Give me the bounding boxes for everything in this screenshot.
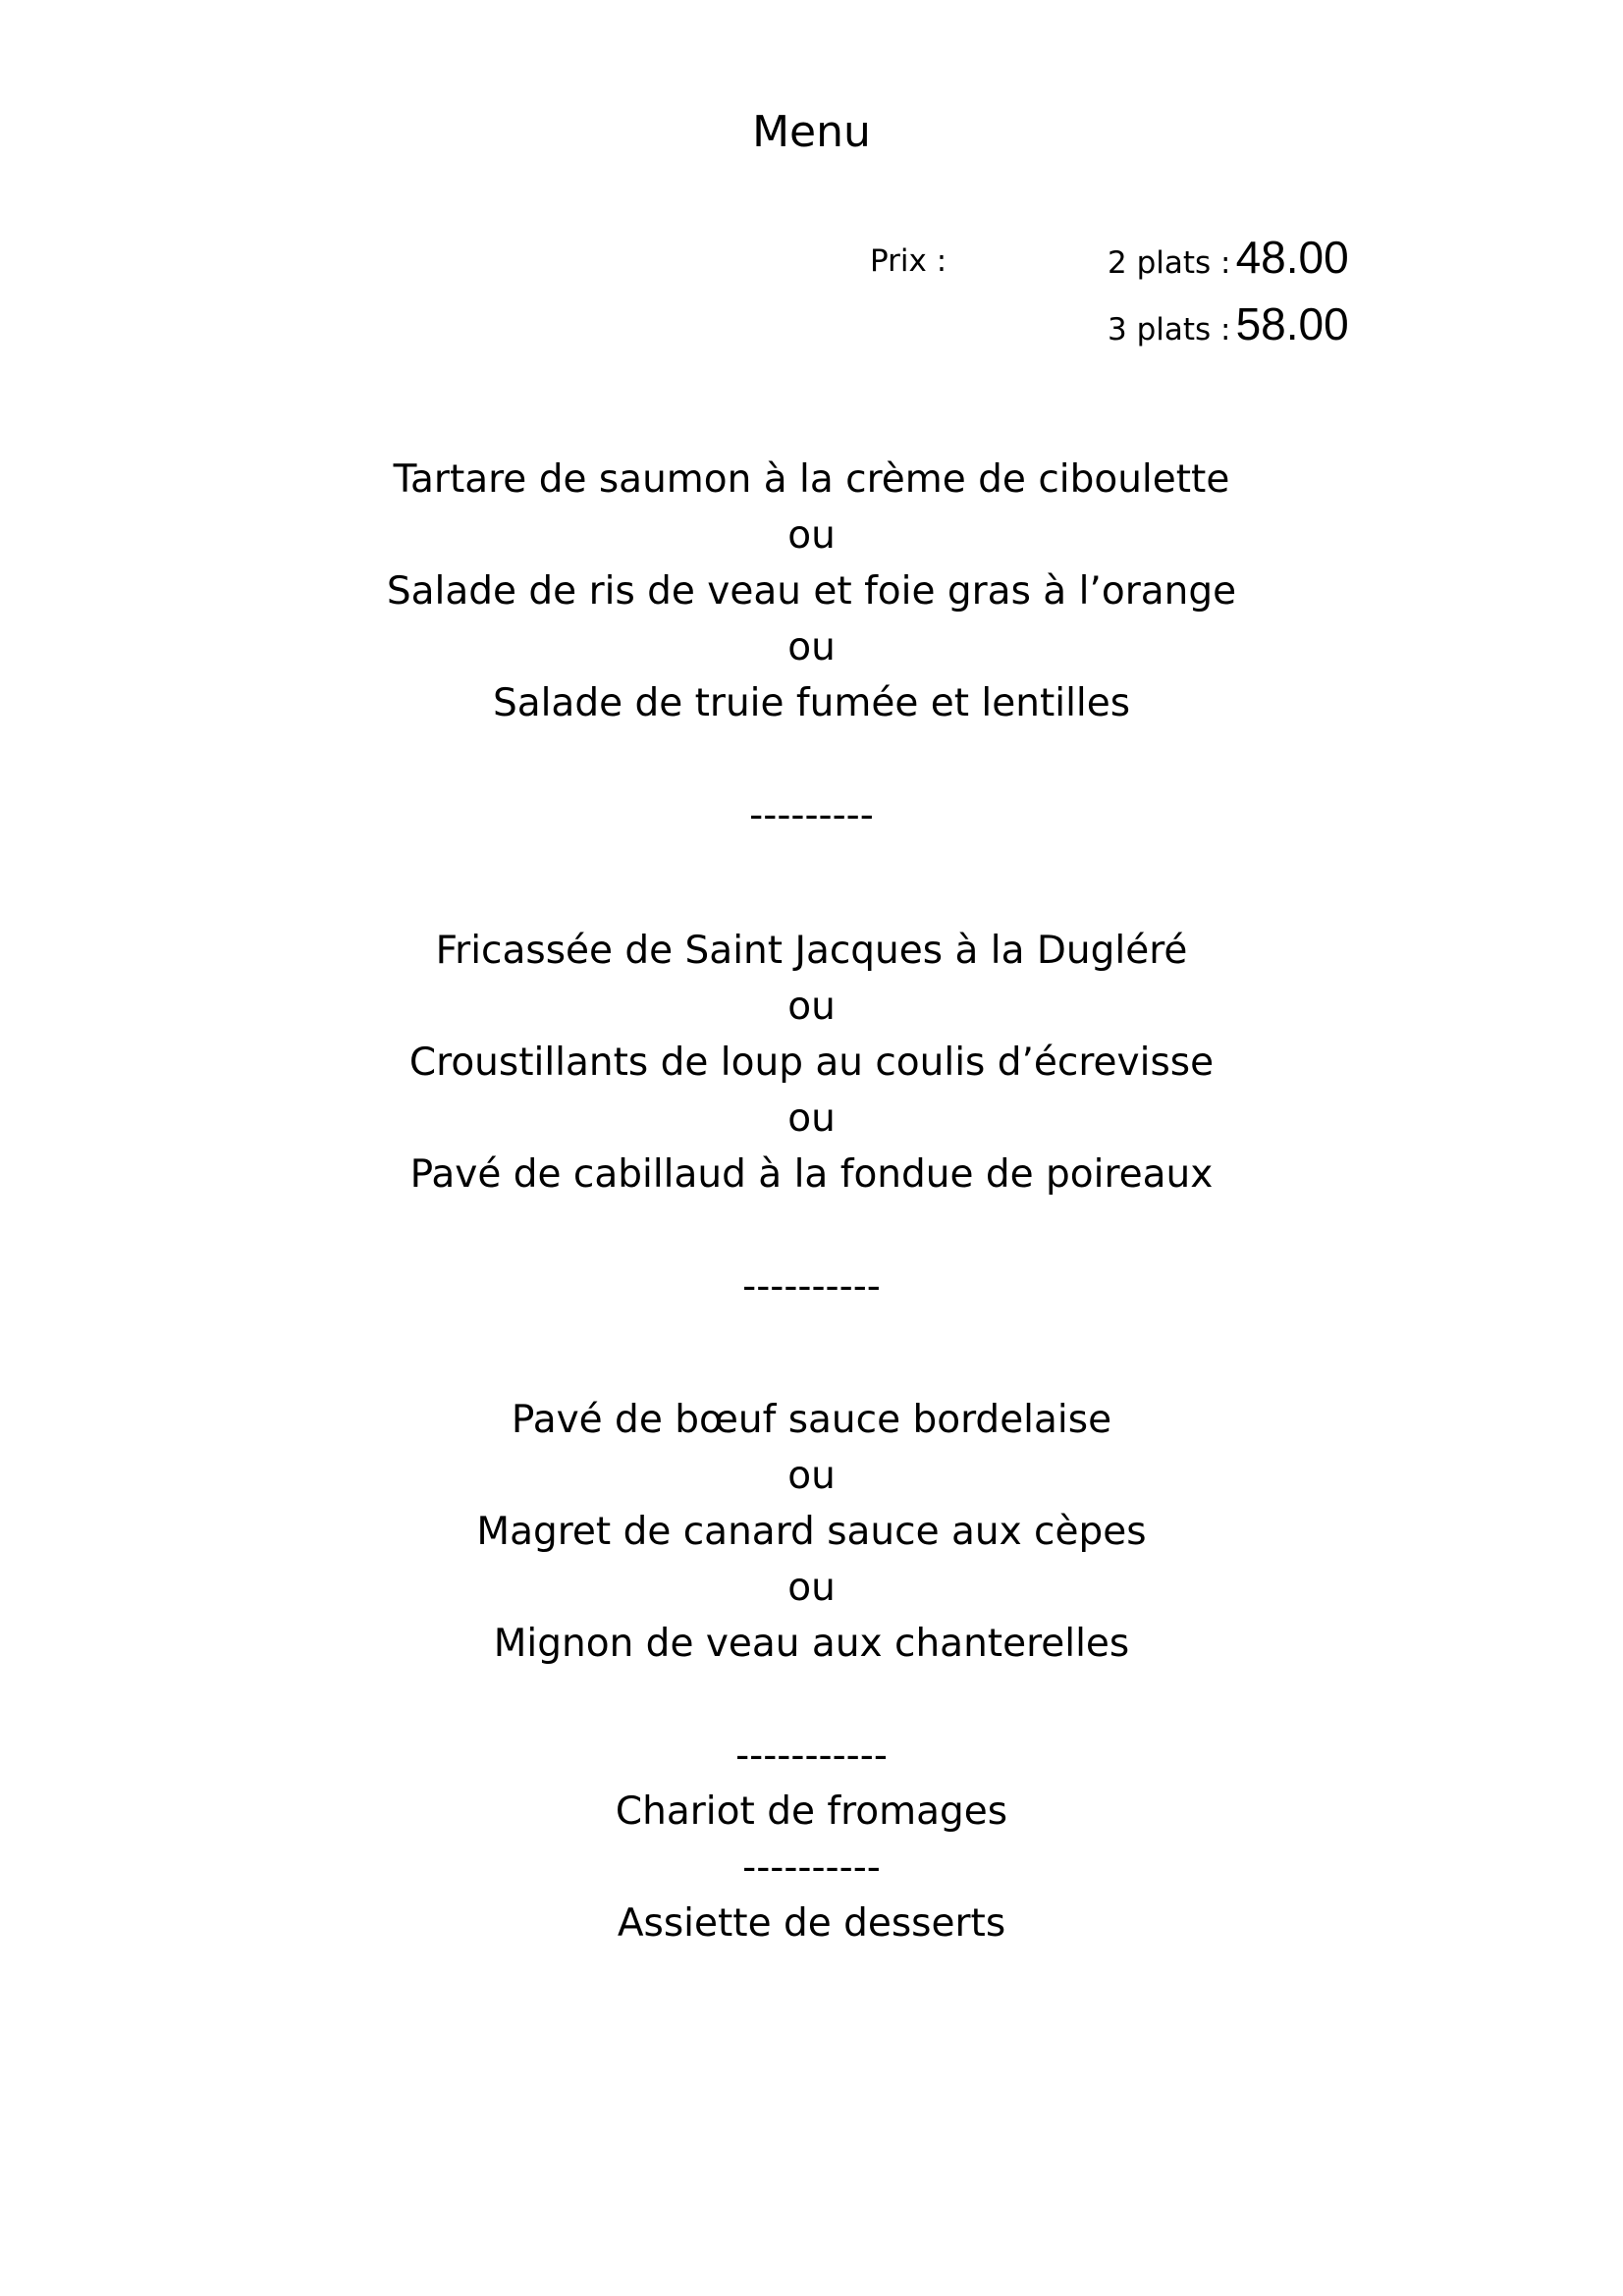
entree-or-2: ou: [787, 625, 836, 669]
entree-item-2: Salade de ris de veau et foie gras à l’orange: [386, 569, 1237, 614]
price-two-courses-value: 48.00: [1235, 232, 1349, 283]
entree-item-1: Tartare de saumon à la crème de ciboulette: [393, 457, 1230, 502]
meat-or-1: ou: [787, 1454, 836, 1498]
course-separator-2: ----------: [742, 1264, 881, 1308]
meat-item-3: Mignon de veau aux chanterelles: [493, 1622, 1130, 1666]
dessert-item: Assiette de desserts: [617, 1901, 1006, 1946]
price-three-courses-value: 58.00: [1235, 298, 1349, 349]
meat-item-1: Pavé de bœuf sauce bordelaise: [511, 1398, 1112, 1442]
fish-or-1: ou: [787, 985, 836, 1029]
fish-or-2: ou: [787, 1096, 836, 1141]
fish-item-3: Pavé de cabillaud à la fondue de poireaux: [409, 1152, 1214, 1197]
entree-or-1: ou: [787, 513, 836, 558]
page-title: Menu: [752, 107, 871, 157]
meat-item-2: Magret de canard sauce aux cèpes: [476, 1510, 1147, 1554]
price-two-courses-label: 2 plats :: [1108, 245, 1231, 281]
cheese-item: Chariot de fromages: [615, 1789, 1008, 1834]
meat-or-2: ou: [787, 1566, 836, 1610]
course-separator-1: ---------: [749, 793, 874, 837]
price-three-courses: [1108, 294, 1349, 353]
price-two-courses: [1108, 228, 1349, 287]
fish-item-1: Fricassée de Saint Jacques à la Dugléré: [435, 929, 1188, 973]
price-three-courses-label: 3 plats :: [1108, 312, 1231, 347]
fish-item-2: Croustillants de loup au coulis d’écrevisse: [408, 1041, 1215, 1085]
price-label: Prix :: [870, 243, 947, 279]
course-separator-3: -----------: [735, 1734, 888, 1778]
entree-item-3: Salade de truie fumée et lentilles: [492, 681, 1131, 725]
course-separator-4: ----------: [742, 1845, 881, 1890]
